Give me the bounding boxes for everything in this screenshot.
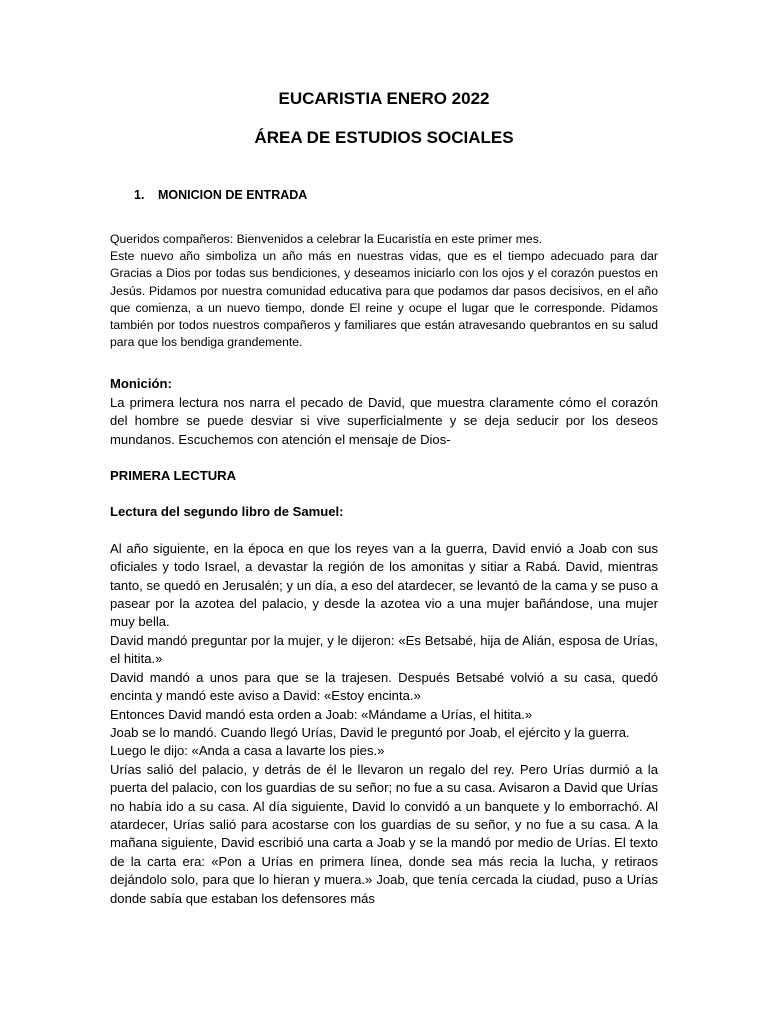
intro-block bbox=[110, 231, 658, 351]
primera-lectura-heading: PRIMERA LECTURA bbox=[110, 468, 237, 484]
monicion-label: Monición: bbox=[110, 376, 172, 392]
reading-paragraph: David mandó a unos para que se la trajesen. Después Betsabé volvió a su casa, quedó encinta y mandó este aviso a David: «Estoy encinta.» bbox=[110, 669, 658, 704]
reading-paragraph: Joab se lo mandó. Cuando llegó Urías, David le preguntó por Joab, el ejército y la guerra. bbox=[110, 724, 630, 740]
reading-paragraph: David mandó preguntar por la mujer, y le dijeron: «Es Betsabé, hija de Alián, esposa de Urías, el hitita.» bbox=[110, 632, 658, 667]
section-title: MONICION DE ENTRADA bbox=[158, 188, 308, 202]
reading-source: Lectura del segundo libro de Samuel: bbox=[110, 504, 344, 520]
reading-body bbox=[110, 375, 658, 908]
reading-paragraph: Urías salió del palacio, y detrás de él le llevaron un regalo del rey. Pero Urías durmió a la puerta del palacio, con los guardias de su señor; no fue a su casa. Avisaron a David que Urías no había ido a su casa. Al día siguiente, David lo convidó a un banquete y lo emborrachó. Al atardecer, Urías salió para acostarse con los guardias de su señor, y no fue a su casa. A la mañana siguiente, David escribió una carta a Joab y se la mandó por medio de Urías. El texto de la carta era: «Pon a Urías en primera línea, donde sea más recia la lucha, y retiraos dejándolo solo, para que lo hieran y muera.» Joab, que tenía cercada la ciudad, puso a Urías donde sabía que estaban los defensores más bbox=[110, 761, 658, 906]
reading-paragraph: Al año siguiente, en la época en que los reyes van a la guerra, David envió a Joab con sus oficiales y todo Israel, a devastar la región de los amonitas y sitiar a Rabá. David, mientras tanto, se quedó en Jerusalén; y un día, a eso del atardecer, se levantó de la cama y se puso a pasear por la azotea del palacio, y desde la azotea vio a una mujer bañándose, una mujer muy bella. bbox=[110, 540, 658, 630]
reading-paragraph: Luego le dijo: «Anda a casa a lavarte los pies.» bbox=[110, 743, 385, 759]
intro-greeting: Queridos compañeros: Bienvenidos a celebrar la Eucaristía en este primer mes. bbox=[110, 232, 543, 246]
section-number: 1. bbox=[134, 188, 145, 202]
monicion-text: La primera lectura nos narra el pecado de David, que muestra claramente cómo el corazón del hombre se puede desviar si vive superficialmente y se deja seducir por los deseos mundanos. Escuchemos con atención el mensaje de Dios- bbox=[110, 394, 658, 447]
intro-paragraph: Este nuevo año simboliza un año más en nuestras vidas, que es el tiempo adecuado para dar Gracias a Dios por todas sus bendiciones, y deseamos iniciarlo con los ojos y el corazón puestos en Jesús. Pidamos por nuestra comunidad educativa para que podamos dar pasos decisivos, en el año que comienza, a un nuevo tiempo, donde El reine y ocupe el lugar que le corresponde. Pidamos también por todos nuestros compañeros y familiares que están atravesando quebrantos en su salud para que los bendiga grandemente. bbox=[110, 249, 658, 350]
document-title: EUCARISTIA ENERO 2022 bbox=[278, 89, 490, 108]
document-subtitle: ÁREA DE ESTUDIOS SOCIALES bbox=[254, 128, 514, 147]
reading-paragraph: Entonces David mandó esta orden a Joab: «Mándame a Urías, el hitita.» bbox=[110, 706, 533, 722]
section-heading-monicion-entrada bbox=[134, 187, 658, 203]
